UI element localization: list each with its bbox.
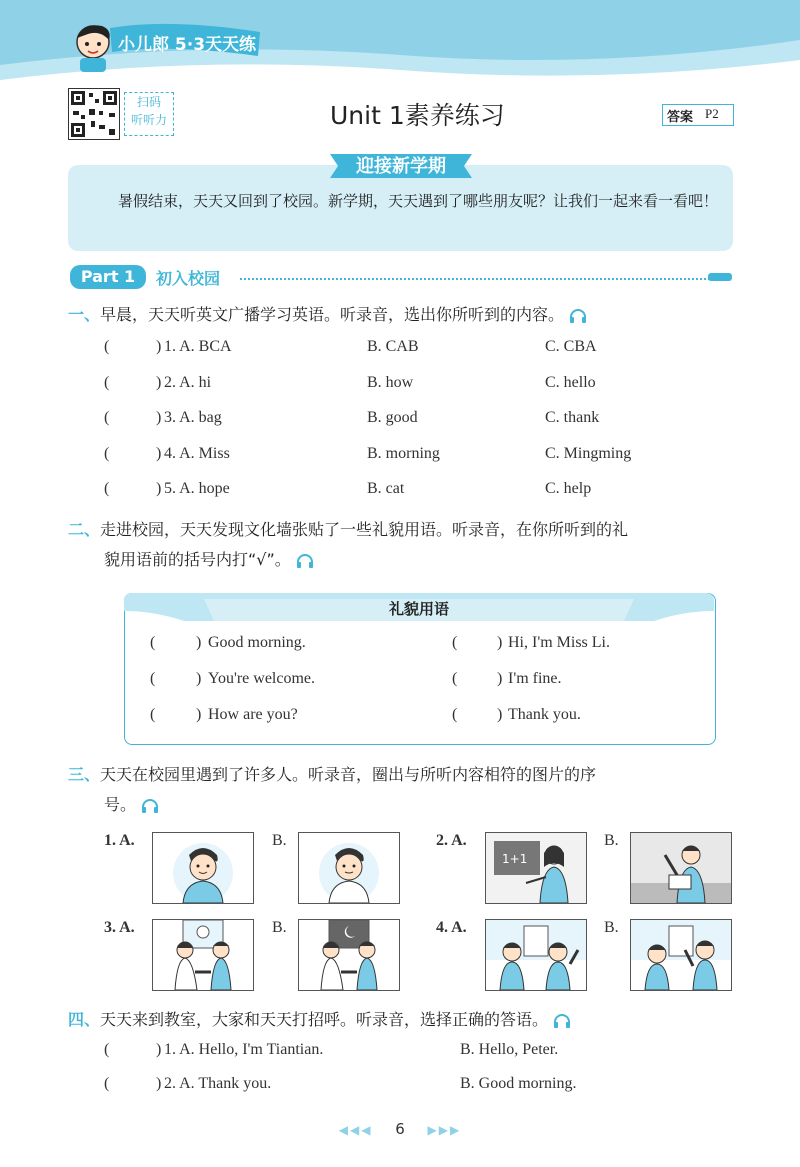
- ribbon-title: 迎接新学期: [356, 156, 446, 177]
- section2-num: 二、: [68, 520, 101, 539]
- check-paren-open[interactable]: (: [150, 670, 156, 687]
- polite-phrase: You're welcome.: [208, 670, 316, 687]
- picture-2a[interactable]: [485, 832, 587, 904]
- check-paren-close: ): [196, 670, 202, 687]
- section2-line1: 走进校园，天天发现文化墙张贴了一些礼貌用语。听录音，在你所听到的礼: [100, 520, 629, 539]
- qr-code-icon[interactable]: [68, 88, 120, 140]
- section1-num: 一、: [68, 305, 101, 324]
- headphone-icon[interactable]: [141, 798, 159, 814]
- option-b: B. how: [367, 373, 414, 391]
- section3-line1: 天天在校园里遇到了许多人。听录音，圈出与所听内容相符的图片的序: [100, 765, 597, 784]
- answer-paren-open[interactable]: (: [104, 444, 110, 462]
- answer-paren-close: ): [156, 444, 162, 462]
- option-b: B. morning: [367, 444, 440, 462]
- item2-b-label: B.: [604, 832, 619, 849]
- polite-phrase: Hi, I'm Miss Li.: [508, 634, 610, 651]
- polite-phrase: Thank you.: [508, 706, 581, 723]
- check-paren-open[interactable]: (: [452, 670, 458, 687]
- mascot-icon: [72, 20, 114, 72]
- answer-paren-close: ): [156, 409, 162, 426]
- section4-heading: [68, 1005, 758, 1035]
- part-title: 初入校园: [156, 269, 221, 288]
- check-paren-close: ): [196, 634, 202, 651]
- page-number: 6: [395, 1120, 405, 1138]
- answer-paren-close: ): [156, 373, 162, 391]
- board-text: 1+1: [502, 852, 528, 866]
- answer-paren-open[interactable]: (: [104, 409, 110, 426]
- section4-text: 天天来到教室，大家和天天打招呼。听录音，选择正确的答语。: [100, 1010, 549, 1029]
- answer-paren-close: ): [156, 480, 162, 497]
- answer-paren-open[interactable]: (: [104, 338, 110, 355]
- section3-num: 三、: [68, 765, 101, 784]
- item4-label: 4. A.: [436, 919, 467, 936]
- picture-1a[interactable]: [152, 832, 254, 904]
- polite-phrase: I'm fine.: [508, 670, 562, 687]
- answer-paren-close: ): [156, 338, 162, 355]
- picture-4a[interactable]: [485, 919, 587, 991]
- option-b: B. Hello, Peter.: [460, 1041, 559, 1058]
- polite-box-title: 礼貌用语: [388, 600, 449, 618]
- answer-paren-open[interactable]: (: [104, 1075, 110, 1092]
- headphone-icon[interactable]: [296, 553, 314, 569]
- page-footer: [0, 1120, 800, 1138]
- option-a: 1. A. BCA: [164, 338, 232, 355]
- item3-b-label: B.: [272, 919, 287, 936]
- footer-right-arrows: ▶▶▶: [427, 1123, 462, 1137]
- answer-paren-open[interactable]: (: [104, 373, 110, 391]
- check-paren-open[interactable]: (: [150, 706, 156, 723]
- option-b: B. Good morning.: [460, 1075, 577, 1092]
- item1-label: 1. A.: [104, 832, 135, 849]
- page-title: Unit 1素养练习: [330, 101, 505, 130]
- section3-heading: [68, 760, 758, 820]
- picture-4b[interactable]: [630, 919, 732, 991]
- part-tab: Part 1: [70, 265, 146, 289]
- answer-paren-open[interactable]: (: [104, 480, 110, 497]
- answer-label: 答案: [667, 110, 694, 125]
- picture-3b[interactable]: [298, 919, 400, 991]
- scan-listen-badge: [124, 92, 174, 136]
- polite-phrase: How are you?: [208, 706, 298, 723]
- check-paren-close: ): [196, 706, 202, 723]
- option-a: 4. A. Miss: [164, 444, 230, 462]
- pencil-icon: [708, 273, 732, 281]
- section1-text: 早晨，天天听英文广播学习英语。听录音，选出你所听到的内容。: [100, 305, 565, 324]
- option-b: B. CAB: [367, 338, 419, 355]
- section4-num: 四、: [68, 1010, 101, 1029]
- check-paren-open[interactable]: (: [452, 634, 458, 651]
- option-c: C. thank: [545, 409, 600, 426]
- option-a: 5. A. hope: [164, 480, 230, 497]
- option-a: 2. A. hi: [164, 373, 212, 391]
- option-a: 2. A. Thank you.: [164, 1075, 272, 1092]
- item3-label: 3. A.: [104, 919, 135, 936]
- answer-paren-close: ): [156, 1075, 162, 1092]
- option-c: C. CBA: [545, 338, 597, 355]
- part-divider: [240, 278, 710, 280]
- polite-phrase: Good morning.: [208, 634, 306, 651]
- check-paren-close: ): [497, 634, 503, 651]
- option-b: B. good: [367, 409, 418, 426]
- scan-line1: 扫码: [136, 95, 161, 109]
- answer-paren-close: ): [156, 1041, 162, 1058]
- item4-b-label: B.: [604, 919, 619, 936]
- check-paren-open[interactable]: (: [150, 634, 156, 651]
- section1-heading: [68, 300, 748, 330]
- option-b: B. cat: [367, 480, 405, 497]
- section2-heading: [68, 515, 758, 575]
- picture-2b[interactable]: [630, 832, 732, 904]
- option-a: 3. A. bag: [164, 409, 222, 426]
- brand-main: 小儿郎: [118, 35, 169, 55]
- footer-left-arrows: ◀◀◀: [338, 1123, 373, 1137]
- section2-line2: 貌用语前的括号内打“√”。: [104, 550, 291, 569]
- option-c: C. Mingming: [545, 444, 632, 462]
- option-a: 1. A. Hello, I'm Tiantian.: [164, 1041, 324, 1058]
- scan-line2: 听听力: [130, 113, 167, 127]
- option-c: C. help: [545, 480, 592, 497]
- check-paren-close: ): [497, 706, 503, 723]
- item2-label: 2. A.: [436, 832, 467, 849]
- headphone-icon[interactable]: [553, 1013, 571, 1029]
- brand-title: [118, 30, 256, 55]
- item1-b-label: B.: [272, 832, 287, 849]
- answer-reference: [662, 104, 734, 126]
- headphone-icon[interactable]: [569, 308, 587, 324]
- check-paren-close: ): [497, 670, 503, 687]
- picture-3a[interactable]: [152, 919, 254, 991]
- check-paren-open[interactable]: (: [452, 706, 458, 723]
- answer-page: P2: [705, 106, 719, 121]
- picture-1b[interactable]: [298, 832, 400, 904]
- answer-paren-open[interactable]: (: [104, 1041, 110, 1058]
- intro-text: 暑假结束，天天又回到了校园。新学期，天天遇到了哪些朋友呢？让我们一起来看一看吧！: [118, 192, 719, 210]
- option-c: C. hello: [545, 373, 596, 391]
- section3-line2: 号。: [104, 795, 137, 814]
- brand-sub: 5·3天天练: [174, 35, 257, 55]
